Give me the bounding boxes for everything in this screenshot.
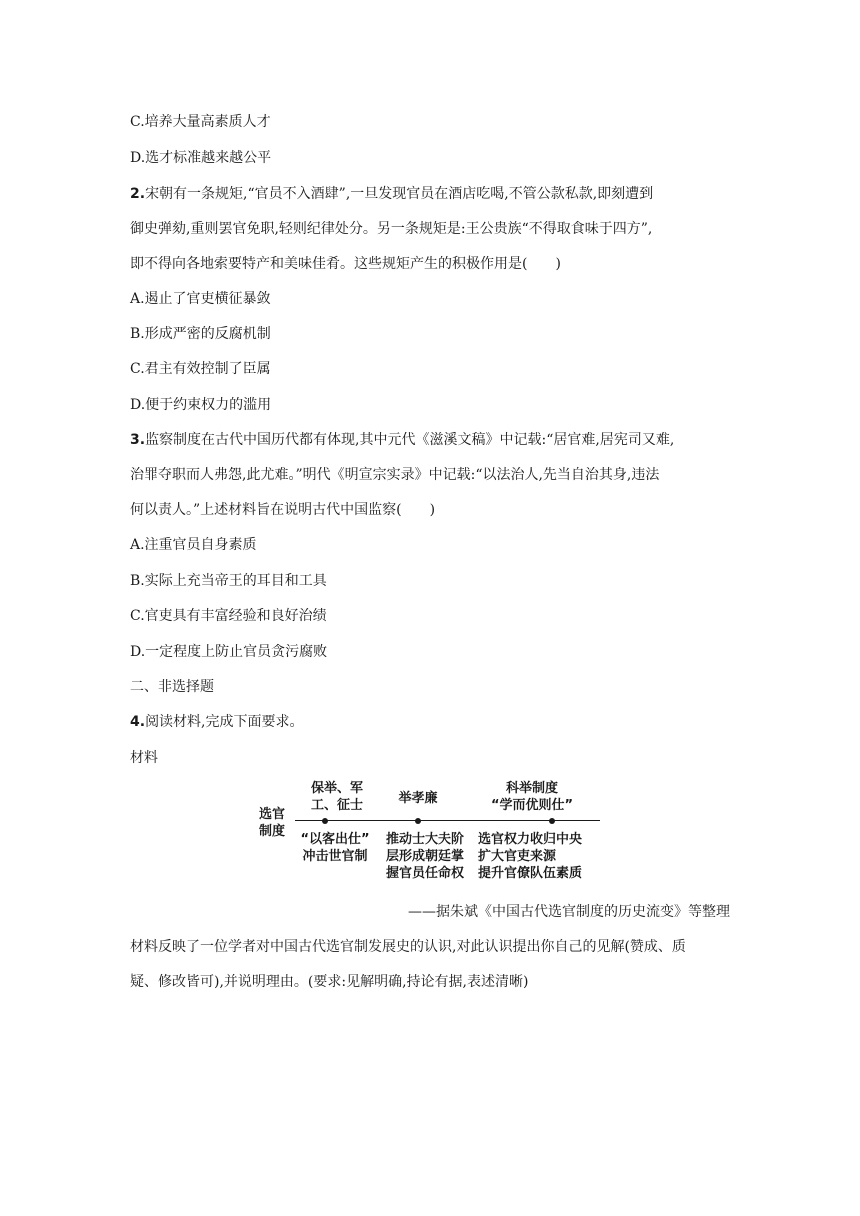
q4-number: 4. xyxy=(130,714,146,730)
q3-number: 3. xyxy=(130,432,146,448)
stage2-bottom-line-2: 层形成朝廷掌 xyxy=(385,849,464,864)
q3-stem-line-1 xyxy=(130,430,674,450)
section-heading: 二、非选择题 xyxy=(130,679,214,695)
q2-number: 2. xyxy=(130,186,146,202)
stage3-top-line-2: “学而优则仕” xyxy=(490,798,574,813)
q4-stem-text: 阅读材料,完成下面要求。 xyxy=(145,714,304,730)
q1-option-c: C.培养大量高素质人才 xyxy=(130,114,271,130)
stage2-bottom-line-1: 推动士大夫阶 xyxy=(385,832,464,847)
stage1-bottom-line-2: 冲击世官制 xyxy=(302,849,368,864)
stage3-bottom-line-3: 提升官僚队伍素质 xyxy=(478,866,583,881)
q2-option-b: B.形成严密的反腐机制 xyxy=(130,326,271,342)
timeline-side-label-1: 选官 xyxy=(258,807,285,822)
q3-option-d: D.一定程度上防止官员贪污腐败 xyxy=(130,644,328,660)
timeline-side-label-2: 制度 xyxy=(258,824,285,839)
q4-task-line-2: 疑、修改皆可),并说明理由。(要求:见解明确,持论有据,表述清晰) xyxy=(130,974,529,990)
stage1-top-line-1: 保举、军 xyxy=(310,781,363,796)
q3-stem-line-3: 何以责人。”上述材料旨在说明古代中国监察( ) xyxy=(130,502,436,518)
q3-option-a: A.注重官员自身素质 xyxy=(130,537,257,553)
q3-option-c: C.官吏具有丰富经验和良好治绩 xyxy=(130,608,327,624)
material-label: 材料 xyxy=(130,750,158,766)
q2-stem-line-1 xyxy=(130,184,653,204)
q2-option-c: C.君主有效控制了臣属 xyxy=(130,361,271,377)
q2-stem-line-3: 即不得向各地索要特产和美味佳肴。这些规矩产生的积极作用是( ) xyxy=(130,256,561,272)
material-source-citation: ——据朱斌《中国古代选官制度的历史流变》等整理 xyxy=(408,904,730,920)
stage1-marker xyxy=(322,818,328,824)
q3-stem-text-1: 监察制度在古代中国历代都有体现,其中元代《滋溪文稿》中记载:“居官难,居宪司又难, xyxy=(145,432,675,448)
q2-option-d: D.便于约束权力的滥用 xyxy=(130,397,272,413)
q4-task-line-1: 材料反映了一位学者对中国古代选官制发展史的认识,对此认识提出你自己的见解(赞成、质 xyxy=(130,939,686,955)
stage3-bottom-line-2: 扩大官吏来源 xyxy=(478,849,557,864)
stage3-top-line-1: 科举制度 xyxy=(505,781,558,796)
q3-option-b: B.实际上充当帝王的耳目和工具 xyxy=(130,573,327,589)
q1-option-d: D.选才标准越来越公平 xyxy=(130,150,272,166)
q3-stem-line-2: 治罪夺职而人弗怨,此尤难。”明代《明宣宗实录》中记载:“以法治人,先当自治其身,违法 xyxy=(130,467,660,483)
selection-system-timeline xyxy=(252,780,612,890)
q2-stem-line-2: 御史弹劾,重则罢官免职,轻则纪律处分。另一条规矩是:王公贵族“不得取食味于四方”, xyxy=(130,221,653,237)
stage3-marker xyxy=(549,818,555,824)
stage1-bottom-line-1: “以客出仕” xyxy=(300,832,370,847)
stage1-top-line-2: 工、征士 xyxy=(310,798,363,813)
stage2-marker xyxy=(415,818,421,824)
q4-stem xyxy=(130,712,304,732)
stage2-top-label: 举孝廉 xyxy=(398,791,438,806)
q2-option-a: A.遏止了官吏横征暴敛 xyxy=(130,291,271,307)
stage2-bottom-line-3: 握官员任命权 xyxy=(385,866,464,881)
stage3-bottom-line-1: 选官权力收归中央 xyxy=(478,832,583,847)
q2-stem-text-1: 宋朝有一条规矩,“官员不入酒肆”,一旦发现官员在酒店吃喝,不管公款私款,即刻遭到 xyxy=(145,186,654,202)
